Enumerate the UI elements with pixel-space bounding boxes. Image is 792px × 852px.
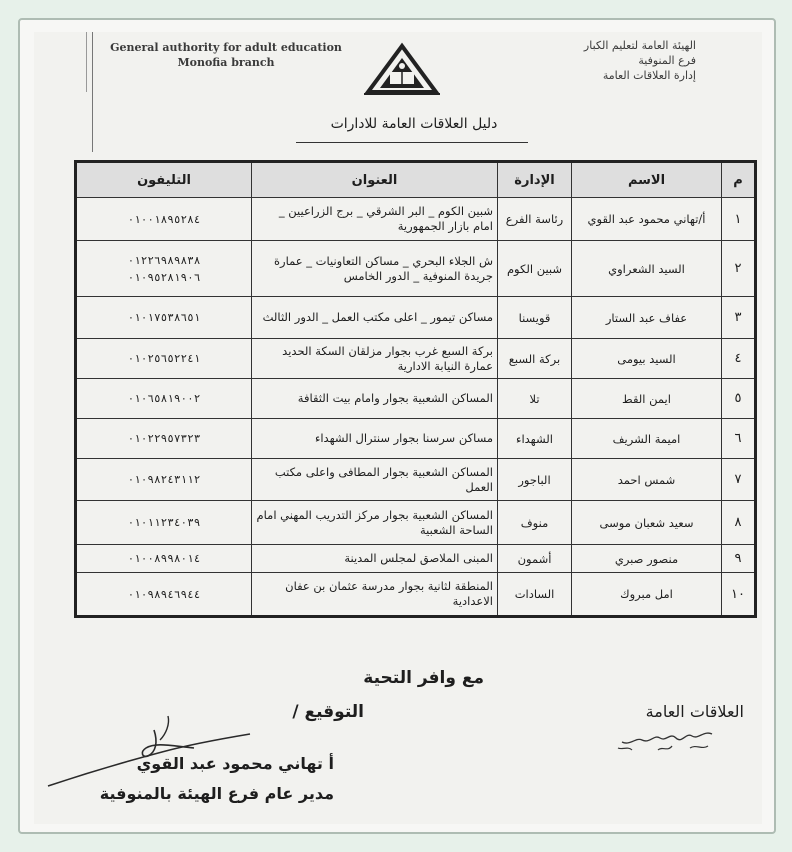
table-row [76,339,756,379]
header-english [96,40,356,70]
closing-greeting: مع وافر التحية [363,668,484,688]
row-name: عفاف عبد الستار [572,297,722,339]
row-address: المبنى الملاصق لمجلس المدينة [252,545,498,573]
row-num: ٦ [722,419,756,459]
row-dept: بركة السبع [498,339,572,379]
row-num: ١٠ [722,573,756,617]
header-arabic-line1: الهيئة العامة لتعليم الكبار [583,39,696,52]
title-underline [296,142,528,143]
row-name: ايمن القط [572,379,722,419]
header-arabic [496,38,696,83]
margin-line-secondary [86,32,87,92]
table-row [76,545,756,573]
row-num: ٣ [722,297,756,339]
table-row [76,459,756,501]
authority-logo-icon [362,42,442,98]
row-dept: قويسنا [498,297,572,339]
document-page [34,32,762,824]
row-dept: أشمون [498,545,572,573]
row-dept: رئاسة الفرع [498,198,572,241]
header-english-line1: General authority for adult education [110,41,342,54]
row-phone: ٠١٠١١٢٣٤٠٣٩ [76,501,252,545]
table-header-row [76,162,756,198]
row-address: المساكن الشعبية بجوار وامام بيت الثقافة [252,379,498,419]
row-phone: ٠١٠٩٨٢٤٣١١٢ [76,459,252,501]
header-dept: الإدارة [498,162,572,198]
public-relations-label: العلاقات العامة [645,702,744,721]
table-row [76,379,756,419]
director-signature [44,712,284,792]
header-phone: التليفون [76,162,252,198]
row-phone: ٠١٠٢٥٦٥٢٢٤١ [76,339,252,379]
row-name: أ/تهاني محمود عبد القوي [572,198,722,241]
row-num: ٩ [722,545,756,573]
row-dept: السادات [498,573,572,617]
row-name: اميمة الشريف [572,419,722,459]
row-phone: ٠١٠٢٢٩٥٧٣٢٣ [76,419,252,459]
header-arabic-line3: إدارة العلاقات العامة [602,69,696,82]
row-dept: الباجور [498,459,572,501]
contacts-table [74,160,757,618]
row-dept: تلا [498,379,572,419]
row-phone-secondary: ٠١٠٩٥٢٨١٩٠٦ [127,270,201,284]
table-row [76,419,756,459]
header-address: العنوان [252,162,498,198]
header-num: م [722,162,756,198]
signature-label: التوقيع / [292,702,364,722]
table-row [76,501,756,545]
row-address: بركة السبع غرب بجوار مزلقان السكة الحديد عمارة النيابة الادارية [252,339,498,379]
row-dept: شبين الكوم [498,241,572,297]
row-name: شمس احمد [572,459,722,501]
header-arabic-line2: فرع المنوفية [638,54,696,67]
row-num: ٥ [722,379,756,419]
row-address: المساكن الشعبية بجوار المطافى واعلى مكتب العمل [252,459,498,501]
row-name: امل مبروك [572,573,722,617]
row-phone-cell [76,241,252,297]
table-row [76,573,756,617]
row-address: شبين الكوم _ البر الشرقي _ برج الزراعيين _ امام بازار الجمهورية [252,198,498,241]
row-address: المنطقة لثانية بجوار مدرسة عثمان بن عفان الاعدادية [252,573,498,617]
row-name: منصور صبري [572,545,722,573]
row-dept: الشهداء [498,419,572,459]
row-address: مساكن سرسنا بجوار سنترال الشهداء [252,419,498,459]
document-frame [18,18,776,834]
row-name: السيد الشعراوي [572,241,722,297]
row-dept: منوف [498,501,572,545]
document-title: دليل العلاقات العامة للادارات [330,116,498,132]
row-num: ١ [722,198,756,241]
row-phone: ٠١٠٩٨٩٤٦٩٤٤ [76,573,252,617]
row-name: سعيد شعبان موسى [572,501,722,545]
row-phone: ٠١٢٢٦٩٨٩٨٣٨ [127,253,201,267]
row-name: السيد بيومى [572,339,722,379]
row-phone: ٠١٠٠١٨٩٥٢٨٤ [76,198,252,241]
public-relations-handwritten-signature [612,724,722,758]
table-row [76,198,756,241]
table-row [76,241,756,297]
row-num: ٨ [722,501,756,545]
margin-line [92,32,93,152]
row-phone: ٠١٠٠٨٩٩٨٠١٤ [76,545,252,573]
row-address: المساكن الشعبية بجوار مركز التدريب المهني امام الساحة الشعبية [252,501,498,545]
row-num: ٢ [722,241,756,297]
table-row [76,297,756,339]
row-phone: ٠١٠١٧٥٣٨٦٥١ [76,297,252,339]
row-phone: ٠١٠٦٥٨١٩٠٠٢ [76,379,252,419]
signer-title: مدير عام فرع الهيئة بالمنوفية [99,784,334,803]
row-address: ش الجلاء البحري _ مساكن التعاونيات _ عمارة جريدة المنوفية _ الدور الخامس [252,241,498,297]
row-num: ٧ [722,459,756,501]
row-num: ٤ [722,339,756,379]
header-english-line2: Monofia branch [177,56,275,69]
row-address: مساكن تيمور _ اعلى مكتب العمل _ الدور الثالث [252,297,498,339]
signer-name: أ تهاني محمود عبد القوي [136,754,334,773]
header-name: الاسم [572,162,722,198]
